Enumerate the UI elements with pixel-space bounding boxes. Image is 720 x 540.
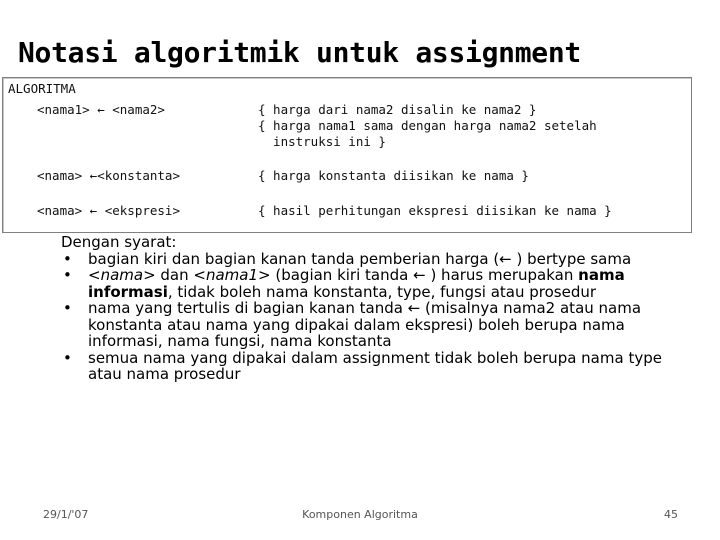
comment-nama2-copy: { harga dari nama2 disalin ke nama2 }	[258, 102, 537, 117]
condition-text: <nama>	[88, 266, 156, 284]
condition-text: nama informasi	[88, 266, 625, 301]
condition-item	[61, 350, 681, 383]
assignment-code-ekspresi: <nama> ← <ekspresi>	[37, 203, 180, 218]
condition-text: semua nama yang dipakai dalam assignment tidak boleh berupa nama type atau nama prosedur	[88, 348, 662, 383]
comment-ekspresi: { hasil perhitungan ekspresi diisikan ke nama }	[258, 203, 612, 218]
condition-item	[61, 251, 681, 268]
footer-title: Komponen Algoritma	[302, 508, 418, 521]
assignment-code-nama2: <nama1> ← <nama2>	[37, 102, 165, 117]
condition-text: nama yang tertulis di bagian kanan tanda ← (misalnya nama2 atau nama konstanta atau nama yang dipakai dalam ekspresi) boleh berupa nama informasi, nama fungsi, nama konstanta	[88, 299, 642, 350]
condition-text: (bagian kiri tanda ← ) harus merupakan	[270, 266, 579, 284]
algorithm-header: ALGORITMA	[8, 81, 76, 96]
condition-text: <nama1>	[193, 266, 271, 284]
conditions-intro: Dengan syarat:	[61, 233, 177, 251]
algorithm-notation-box	[2, 77, 692, 233]
assignment-code-konstanta: <nama> ←<konstanta>	[37, 168, 180, 183]
comment-konstanta: { harga konstanta diisikan ke nama }	[258, 168, 529, 183]
footer-date: 29/1/'07	[43, 508, 89, 521]
conditions-section	[61, 234, 681, 383]
condition-text: dan	[155, 266, 194, 284]
comment-nama1-equal: { harga nama1 sama dengan harga nama2 setelah instruksi ini }	[258, 118, 597, 149]
conditions-list	[61, 251, 681, 383]
condition-item	[61, 267, 681, 300]
slide-title: Notasi algoritmik untuk assignment	[18, 36, 581, 69]
condition-text: bagian kiri dan bagian kanan tanda pemberian harga (← ) bertype sama	[88, 249, 632, 268]
page-number: 45	[664, 508, 678, 521]
condition-text: , tidak boleh nama konstanta, type, fungsi atau prosedur	[167, 282, 597, 301]
condition-item	[61, 300, 681, 350]
